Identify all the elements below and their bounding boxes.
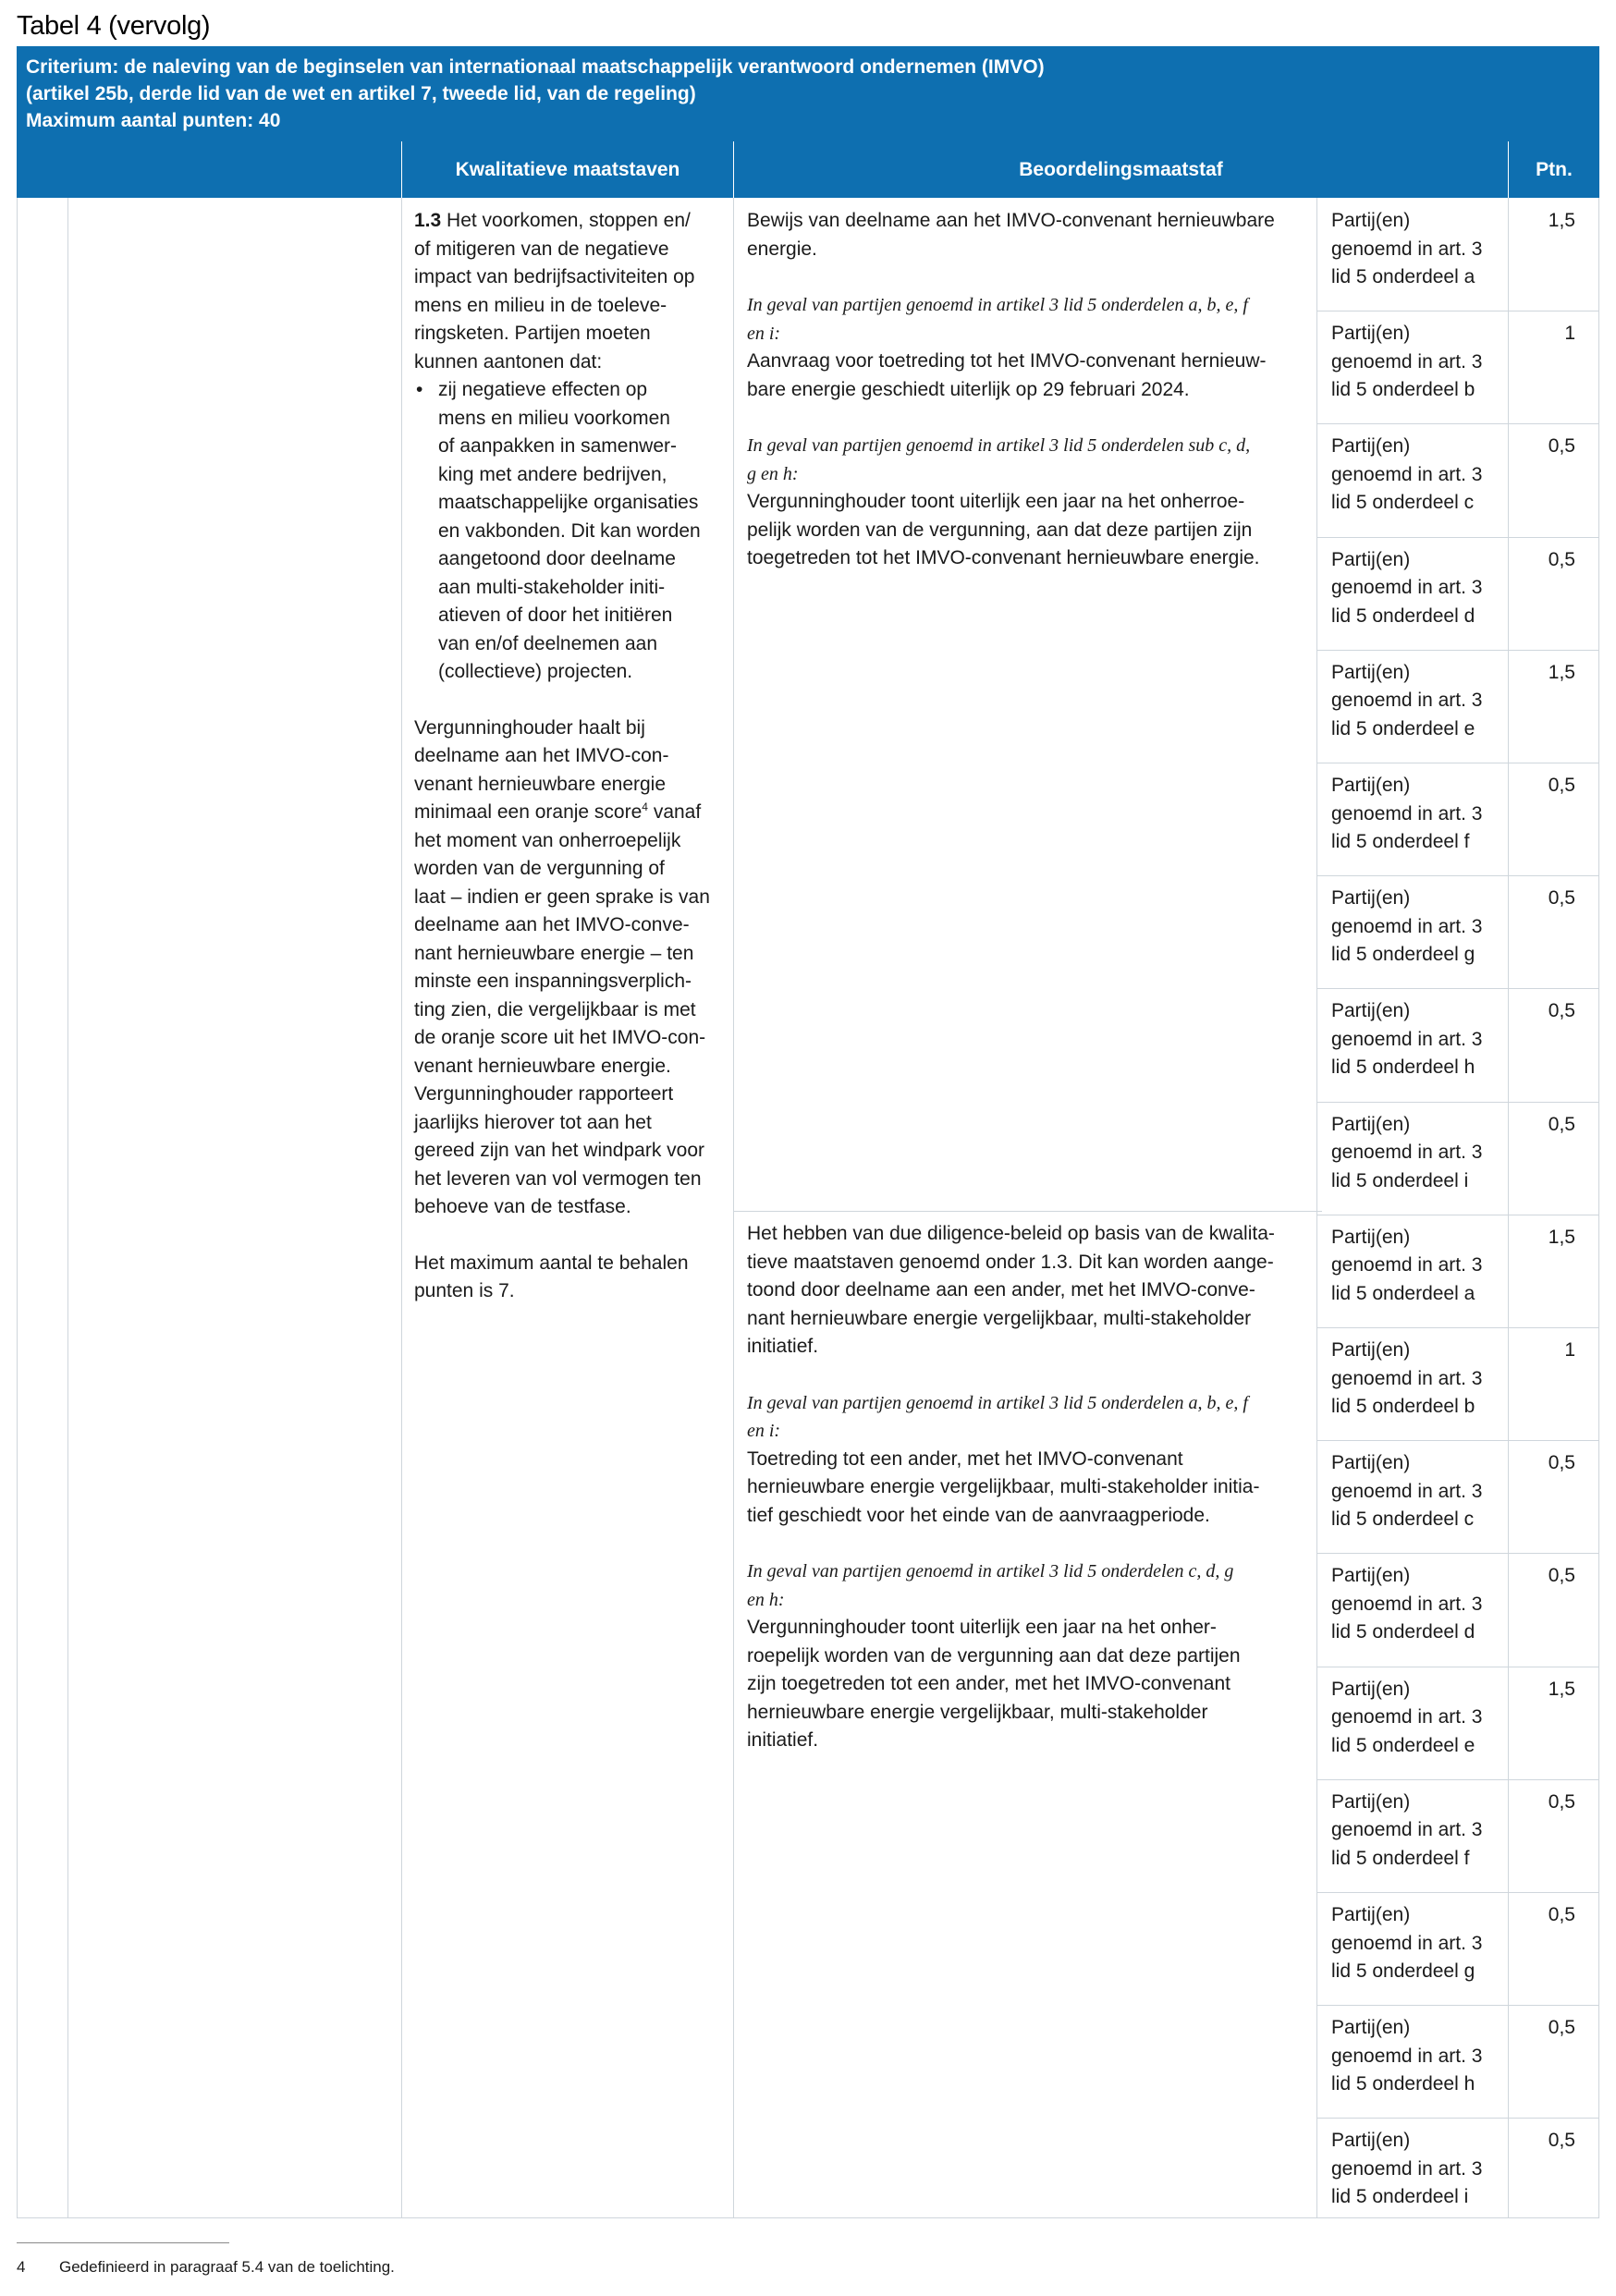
party-line: Partij(en) [1331,2017,1411,2039]
party-line: genoemd in art. 3 [1331,2157,1483,2180]
column-header-punten: Ptn. [1509,141,1599,198]
table-border-right [1598,198,1599,2218]
beoordeling-line: toond door deelname aan een ander, met het IMVO-conve- [747,1279,1255,1301]
beoordeling-line: bare energie geschiedt uiterlijk op 29 februari 2024. [747,378,1190,400]
party-line: lid 5 onderdeel g [1331,944,1475,966]
para2-line: deelname aan het IMVO-conve- [414,914,690,935]
party-line: lid 5 onderdeel c [1331,1508,1475,1531]
party-line: genoemd in art. 3 [1331,802,1483,824]
party-line: Partij(en) [1331,2130,1411,2152]
column-divider [67,198,68,2218]
party-line: genoemd in art. 3 [1331,238,1483,260]
beoordeling-line: tieve maatstaven genoemd onder 1.3. Dit kan worden aange- [747,1251,1274,1273]
para2-line: minste een inspanningsverplich- [414,971,692,992]
points-value: 0,5 [1548,1565,1575,1587]
points-value: 0,5 [1548,1904,1575,1925]
party-line: genoemd in art. 3 [1331,1819,1483,1841]
party-line: genoemd in art. 3 [1331,915,1483,937]
bullet-line: aangetoond door deelname [438,548,676,569]
para2-line: jaarlijks hierover tot aan het [414,1111,652,1133]
party-line: Partij(en) [1331,1904,1411,1925]
para2-line: minimaal een oranje score [414,801,643,823]
party-line: Partij(en) [1331,1452,1411,1474]
party-cell [1331,659,1507,744]
party-line: Partij(en) [1331,1339,1411,1361]
condition-line: In geval van partijen genoemd in artikel 3 lid 5 onderdelen a, b, e, f [747,1392,1248,1413]
party-cell [1331,546,1507,631]
party-line: genoemd in art. 3 [1331,463,1483,485]
party-cell [1331,1337,1507,1422]
para2-line: laat – indien er geen sprake is van [414,885,710,908]
para2-line: Vergunninghouder rapporteert [414,1083,674,1105]
para2-line: het leveren van vol vermogen ten [414,1167,702,1190]
condition-line: en i: [747,1421,781,1441]
criterium-line-2: (artikel 25b, derde lid van de wet en artikel 7, tweede lid, van de regeling) [26,83,696,104]
kwalitatief-intro-line: of mitigeren van de negatieve [414,238,669,260]
para2-line: behoeve van de testfase. [414,1196,631,1217]
table-border-bottom [17,2217,1599,2218]
party-line: lid 5 onderdeel f [1331,1847,1470,1869]
party-cell [1331,1789,1507,1874]
header-divider [733,141,734,198]
points-value: 0,5 [1548,775,1575,796]
kwalitatief-intro-line: ringsketen. Partijen moeten [414,323,651,344]
party-line: lid 5 onderdeel a [1331,266,1475,287]
beoordeling-line: Vergunninghouder toont uiterlijk een jaar na het onherroe- [747,491,1245,512]
footnote-text: Gedefinieerd in paragraaf 5.4 van de toelichting. [59,2258,395,2276]
criterium-header [17,46,1599,141]
column-header-beoordeling: Beoordelingsmaatstaf [734,141,1508,198]
party-line: Partij(en) [1331,1113,1411,1135]
para3-line: punten is 7. [414,1280,515,1301]
kwalitatief-intro-line: mens en milieu in de toeleve- [414,294,667,316]
criterium-line-3: Maximum aantal punten: 40 [26,110,281,131]
points-value: 1,5 [1548,661,1575,683]
kwalitatief-intro-line: Het voorkomen, stoppen en/ [441,210,691,231]
party-line: genoemd in art. 3 [1331,1932,1483,1954]
bullet-line: van en/of deelnemen aan [438,632,658,654]
party-cell [1331,207,1507,292]
beoordeling-line: zijn toegetreden tot een ander, met het IMVO-convenant [747,1673,1230,1694]
row-divider-party [1316,2118,1599,2119]
points-value: 0,5 [1548,2017,1575,2039]
footnote-reference: 4 [642,800,648,813]
points-value: 0,5 [1548,887,1575,910]
party-cell [1331,1111,1507,1196]
beoordeling-line: roepelijk worden van de vergunning aan dat deze partijen [747,1644,1241,1667]
header-divider [401,141,402,198]
party-line: Partij(en) [1331,323,1411,345]
party-line: lid 5 onderdeel c [1331,492,1475,514]
table-border-left [17,198,18,2218]
bullet-line: of aanpakken in samenwer- [438,435,677,457]
kwalitatief-intro-line: kunnen aantonen dat: [414,350,603,372]
party-cell [1331,2014,1507,2099]
row-divider-party [1316,650,1599,651]
points-value: 1,5 [1548,210,1575,231]
para2-line: deelname aan het IMVO-con- [414,745,669,766]
page-title: Tabel 4 (vervolg) [17,11,211,41]
row-divider-beoordeling [733,1211,1322,1212]
row-divider-party [1316,1892,1599,1893]
column-divider [1316,198,1317,2218]
para2-line: venant hernieuwbare energie [414,773,667,795]
party-line: lid 5 onderdeel b [1331,379,1475,401]
beoordeling-line: Toetreding tot een ander, met het IMVO-convenant [747,1447,1183,1470]
party-line: lid 5 onderdeel h [1331,1056,1475,1079]
row-divider-party [1316,1779,1599,1780]
kwalitatief-number: 1.3 [414,210,442,231]
footnote-number: 4 [17,2258,26,2276]
beoordeling-line: hernieuwbare energie vergelijkbaar, multi-stakeholder initia- [747,1476,1260,1497]
para2-line: gereed zijn van het windpark voor [414,1140,705,1161]
para2-line: Vergunninghouder haalt bij [414,716,645,739]
points-value: 1 [1564,323,1575,345]
party-line: lid 5 onderdeel d [1331,1621,1475,1643]
para2-line: ting zien, die vergelijkbaar is met [414,998,696,1020]
kwalitatief-intro-line: impact van bedrijfsactiviteiten op [414,266,695,287]
party-line: lid 5 onderdeel a [1331,1282,1475,1304]
para2-line: nant hernieuwbare energie – ten [414,942,694,964]
bullet-line: zij negatieve effecten op [438,379,648,400]
points-value: 1,5 [1548,1678,1575,1700]
kwalitatief-cell [414,207,728,1306]
row-divider-party [1316,875,1599,876]
party-line: genoemd in art. 3 [1331,577,1483,599]
row-divider-party [1316,988,1599,989]
para2-line: worden van de vergunning of [414,858,665,879]
party-line: lid 5 onderdeel e [1331,1734,1475,1756]
party-line: Partij(en) [1331,661,1411,683]
party-line: lid 5 onderdeel d [1331,605,1475,627]
party-cell [1331,885,1507,970]
bullet-line: aan multi-stakeholder initi- [438,576,666,598]
condition-line: In geval van partijen genoemd in artikel 3 lid 5 onderdelen sub c, d, [747,435,1251,456]
footnote [17,2258,395,2277]
para2-line: het moment van onherroepelijk [414,829,681,851]
party-line: Partij(en) [1331,1678,1411,1700]
beoordeling-line: initiatief. [747,1336,819,1357]
beoordeling-line: Het hebben van due diligence-beleid op basis van de kwalita- [747,1223,1275,1244]
party-cell [1331,997,1507,1082]
party-line: genoemd in art. 3 [1331,1706,1483,1728]
bullet-line: mens en milieu voorkomen [438,407,670,429]
column-divider [401,198,402,2218]
party-cell [1331,1224,1507,1309]
row-divider-party [1316,537,1599,538]
party-line: Partij(en) [1331,887,1411,910]
beoordeling-line: initiatief. [747,1729,819,1751]
points-value: 0,5 [1548,1113,1575,1135]
party-line: genoemd in art. 3 [1331,1254,1483,1276]
points-value: 0,5 [1548,1790,1575,1813]
beoordeling-line: Vergunninghouder toont uiterlijk een jaar na het onher- [747,1617,1217,1638]
bullet-line: (collectieve) projecten. [438,661,633,682]
party-line: Partij(en) [1331,210,1411,231]
para2-line: venant hernieuwbare energie. [414,1055,671,1077]
party-line: lid 5 onderdeel g [1331,1960,1475,1982]
party-line: lid 5 onderdeel f [1331,831,1470,852]
party-line: genoemd in art. 3 [1331,350,1483,372]
condition-line: In geval van partijen genoemd in artikel 3 lid 5 onderdelen c, d, g [747,1561,1234,1582]
points-value: 0,5 [1548,1452,1575,1474]
condition-line: In geval van partijen genoemd in artikel 3 lid 5 onderdelen a, b, e, f [747,295,1248,315]
beoordeling-cell-1 [747,207,1313,573]
party-line: lid 5 onderdeel b [1331,1396,1475,1417]
points-value: 0,5 [1548,1000,1575,1022]
party-cell [1331,772,1507,857]
condition-line: en i: [747,323,781,344]
row-divider-party [1316,1553,1599,1554]
party-line: lid 5 onderdeel i [1331,1169,1469,1191]
para2-line: de oranje score uit het IMVO-con- [414,1027,706,1048]
row-divider-party [1316,2005,1599,2006]
party-line: lid 5 onderdeel h [1331,2073,1475,2095]
beoordeling-line: energie. [747,238,817,260]
party-line: genoemd in art. 3 [1331,1142,1483,1164]
bullet-line: king met andere bedrijven, [438,463,667,485]
points-value: 1 [1564,1339,1575,1361]
beoordeling-line: tief geschiedt voor het einde van de aanvraagperiode. [747,1504,1210,1526]
party-cell [1331,1449,1507,1534]
condition-line: g en h: [747,463,799,484]
party-cell [1331,320,1507,405]
party-line: genoemd in art. 3 [1331,1028,1483,1050]
bullet-item [414,376,728,687]
beoordeling-line: hernieuwbare energie vergelijkbaar, multi-stakeholder [747,1701,1208,1723]
party-line: lid 5 onderdeel e [1331,717,1475,739]
condition-line: en h: [747,1589,785,1610]
bullet-line: en vakbonden. Dit kan worden [438,519,701,542]
column-header-blank [17,141,401,198]
points-value: 0,5 [1548,2130,1575,2152]
row-divider-party [1316,1327,1599,1328]
party-line: genoemd in art. 3 [1331,1367,1483,1389]
bullet-dot: • [416,379,423,400]
party-line: Partij(en) [1331,1565,1411,1587]
beoordeling-line: nant hernieuwbare energie vergelijkbaar, multi-stakeholder [747,1307,1252,1329]
party-line: genoemd in art. 3 [1331,2045,1483,2067]
party-line: Partij(en) [1331,1790,1411,1813]
column-divider [733,198,734,2218]
points-value: 0,5 [1548,435,1575,458]
bullet-line: maatschappelijke organisaties [438,492,699,513]
criterium-line-1: Criterium: de naleving van de beginselen van internationaal maatschappelijk verantwoord ondernemen (IMVO) [26,56,1045,78]
beoordeling-line: pelijk worden van de vergunning, aan dat deze partijen zijn [747,519,1253,541]
points-value: 1,5 [1548,1226,1575,1248]
beoordeling-line: Bewijs van deelname aan het IMVO-convenant hernieuwbare [747,210,1275,231]
points-value: 0,5 [1548,548,1575,570]
para3-line: Het maximum aantal te behalen [414,1252,689,1274]
party-line: genoemd in art. 3 [1331,1480,1483,1502]
row-divider-party [1316,1102,1599,1103]
party-cell [1331,2127,1507,2212]
beoordeling-cell-2 [747,1220,1313,1755]
party-line: Partij(en) [1331,548,1411,570]
party-line: Partij(en) [1331,1000,1411,1022]
party-line: genoemd in art. 3 [1331,1593,1483,1615]
party-line: genoemd in art. 3 [1331,690,1483,712]
party-cell [1331,1901,1507,1986]
header-divider [1508,141,1509,198]
column-header-kwalitatief: Kwalitatieve maatstaven [402,141,733,198]
party-cell [1331,1676,1507,1761]
row-divider-party [1316,1440,1599,1441]
beoordeling-line: toegetreden tot het IMVO-convenant hernieuwbare energie. [747,547,1260,568]
party-cell [1331,1562,1507,1647]
bullet-line: atieven of door het initiëren [438,605,673,626]
beoordeling-line: Aanvraag voor toetreding tot het IMVO-convenant hernieuw- [747,350,1267,372]
party-cell [1331,433,1507,518]
row-divider-party [1316,423,1599,424]
footnote-divider [17,2242,229,2243]
party-line: lid 5 onderdeel i [1331,2186,1469,2208]
para2-line-tail: vanaf [647,801,702,823]
party-line: Partij(en) [1331,435,1411,458]
party-line: Partij(en) [1331,1226,1411,1248]
party-line: Partij(en) [1331,775,1411,796]
